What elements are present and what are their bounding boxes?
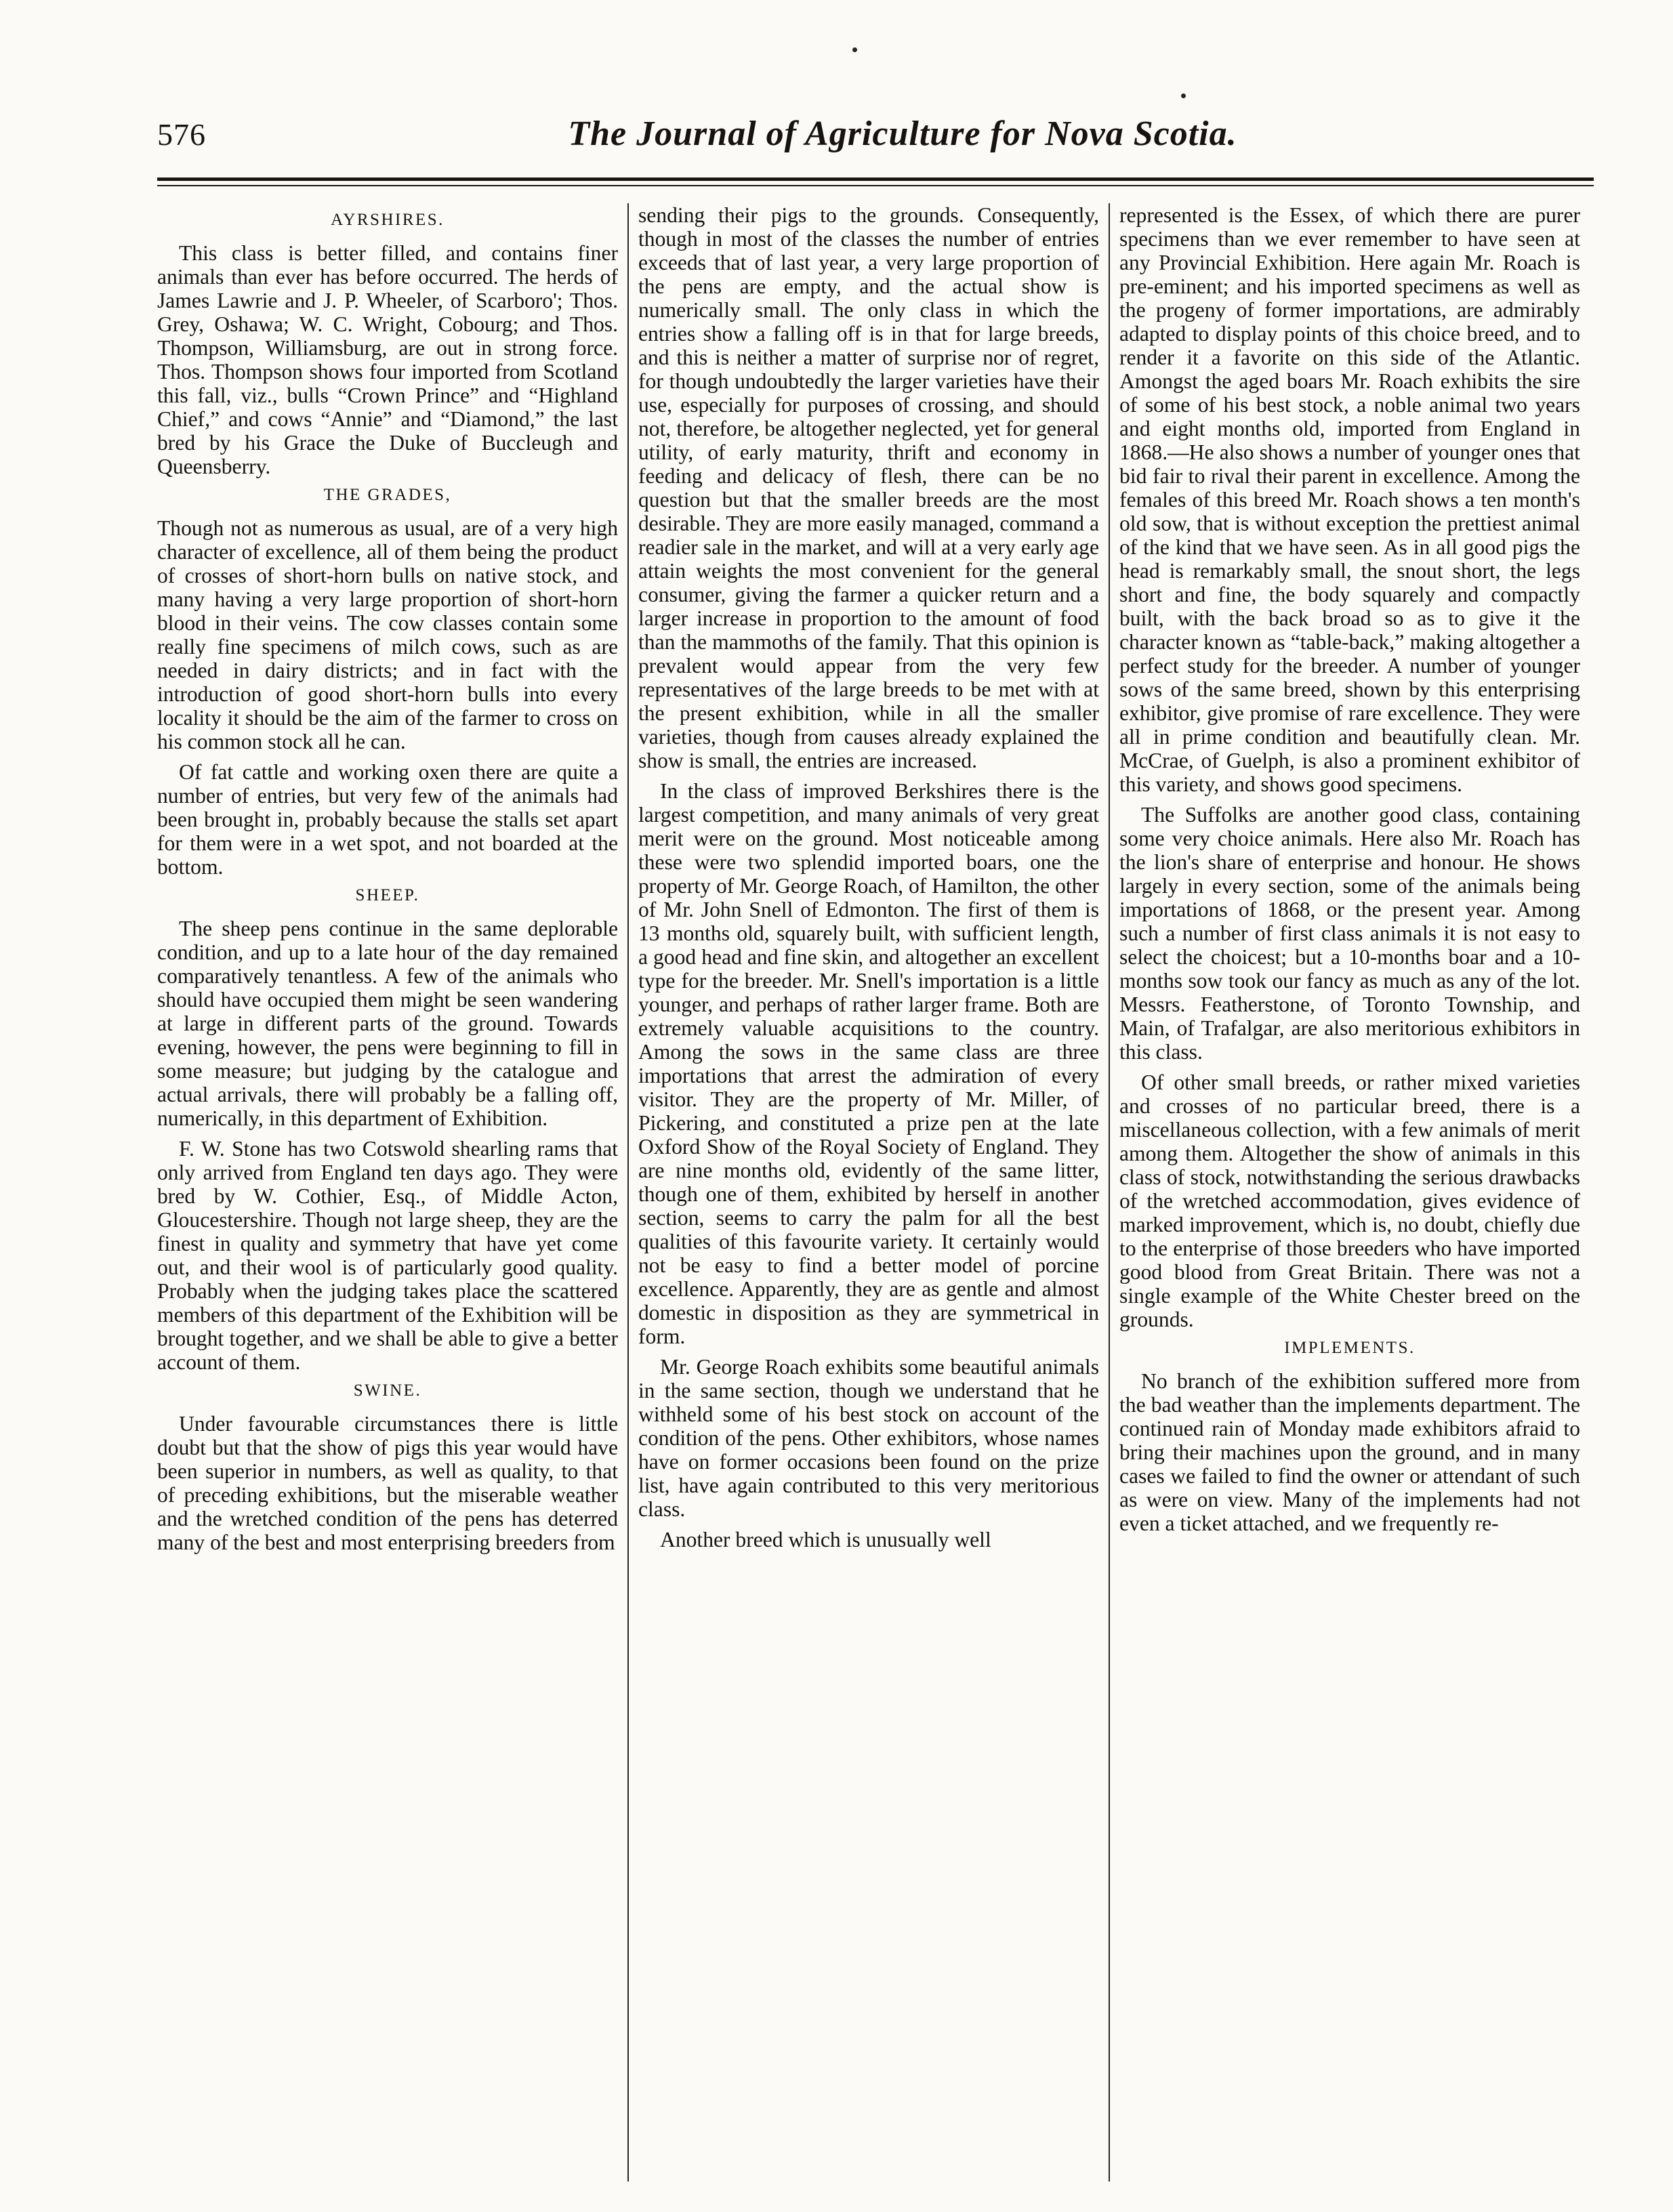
text-column-1 — [157, 203, 618, 2195]
section-heading: AYRSHIRES. — [331, 211, 445, 229]
text-column-2 — [638, 203, 1099, 2195]
paragraph: Of fat cattle and working oxen there are quite a number of entries, but very few of the animals had been brought in, probably because the stalls set apart for them were in a wet spot, and not boarded at the bottom. — [157, 760, 618, 879]
paragraph: represented is the Essex, of which there are purer specimens than we ever remember to have seen at any Provincial Exhibition. Here again Mr. Roach is pre-eminent; and his imported specimens as well as the progeny of former importations, are admirably adapted to display points of this choice breed, and to render it a favorite on this side of the Atlantic. Amongst the aged boars Mr. Roach exhibits the sire of some of his best stock, a noble animal two years and eight months old, imported from England in 1868.—He also shows a number of younger ones that bid fair to rival their parent in excellence. Among the females of this breed Mr. Roach shows a ten month's old sow, that is without exception the prettiest animal of the kind that we have seen. As in all good pigs the head is remarkably small, the snout short, the legs short and fine, the body squarely and compactly built, with the back broad so as to give it the character known as “table-back,” making altogether a perfect study for the breeder. A number of younger sows of the same breed, shown by this enterprising exhibitor, give promise of rare excellence. They were all in prime condition and beautifully clean. Mr. McCrae, of Guelph, is also a prominent exhibitor of this variety, and shows good specimens. — [1119, 203, 1580, 796]
paragraph: Though not as numerous as usual, are of a very high character of excellence, all of them being the product of crosses of short-horn bulls on native stock, and many having a very large proportion of short-horn blood in their veins. The cow classes contain some really fine specimens of milch cows, such as are needed in dairy districts; and in fact with the introduction of good short-horn bulls into every locality it should be the aim of the farmer to cross on his common stock all he can. — [157, 516, 618, 753]
section-heading: SHEEP. — [355, 886, 420, 904]
paragraph: Mr. George Roach exhibits some beautiful animals in the same section, though we understand that he withheld some of his best stock on account of the condition of the pens. Other exhibitors, whose names have on former occasions been found on the prize list, have again contributed to this very meritorious class. — [638, 1355, 1099, 1521]
ink-speck — [852, 47, 857, 52]
page-header — [157, 114, 1594, 168]
section-heading: THE GRADES, — [323, 486, 452, 504]
ink-speck — [1181, 93, 1186, 98]
text-column-3 — [1119, 203, 1580, 2195]
paragraph: In the class of improved Berkshires there is the largest competition, and many animals of very great merit were on the ground. Most noticeable among these were two splendid imported boars, one the property of Mr. George Roach, of Hamilton, the other of Mr. John Snell of Edmonton. The first of them is 13 months old, squarely built, with sufficient length, a good head and fine skin, and altogether an excellent type for the breeder. Mr. Snell's importation is a little younger, and perhaps of rather larger frame. Both are extremely valuable acquisitions to the country. Among the sows in the same class are three importations that arrest the admiration of every visitor. They are the property of Mr. Miller, of Pickering, and constituted a prize pen at the late Oxford Show of the Royal Society of England. They are nine months old, evidently of the same litter, though one of them, exhibited by herself in another section, seems to carry the palm for all the best qualities of this favourite variety. It certainly would not be easy to find a better model of porcine excellence. Apparently, they are as gentle and almost domestic in disposition as they are symmetrical in form. — [638, 779, 1099, 1348]
running-title: The Journal of Agriculture for Nova Scotia. — [568, 114, 1237, 153]
paragraph: F. W. Stone has two Cotswold shearling rams that only arrived from England ten days ago. They were bred by W. Cothier, Esq., of Middle Acton, Gloucestershire. Though not large sheep, they are the finest in quality and symmetry that have yet come out, and their wool is of particularly good quality. Probably when the judging takes place the scattered members of this department of the Exhibition will be brought together, and we shall be able to give a better account of them. — [157, 1137, 618, 1374]
paragraph: No branch of the exhibition suffered more from the bad weather than the implements department. The continued rain of Monday made exhibitors afraid to bring their machines upon the ground, and in many cases we failed to find the owner or attendant of such as were on view. Many of the implements had not even a ticket attached, and we frequently re- — [1119, 1369, 1580, 1535]
header-rule — [157, 178, 1594, 181]
paragraph: The sheep pens continue in the same deplorable condition, and up to a late hour of the day remained comparatively tenantless. A few of the animals who should have occupied them might be seen wandering at large in different parts of the ground. Towards evening, however, the pens were beginning to fill in some measure; but judging by the catalogue and actual arrivals, there will probably be a falling off, numerically, in this department of Exhibition. — [157, 917, 618, 1130]
paragraph: sending their pigs to the grounds. Consequently, though in most of the classes the number of entries exceeds that of last year, a very large proportion of the pens are empty, and the actual show is numerically small. The only class in which the entries show a falling off is in that for large breeds, and this is neither a matter of surprise nor of regret, for though undoubtedly the larger varieties have their use, especially for purposes of crossing, and should not, therefore, be altogether neglected, yet for general utility, of early maturity, thrift and economy in feeding and delicacy of flesh, there can be no question but that the smaller breeds are the most desirable. They are more easily managed, command a readier sale in the market, and will at a very early age attain weights the most convenient for the general consumer, giving the farmer a quicker return and a larger increase in proportion to the amount of food than the mammoths of the family. That this opinion is prevalent would appear from the very few representatives of the large breeds to be met with at the present exhibition, while in all the smaller varieties, though from causes already explained the show is small, the entries are increased. — [638, 203, 1099, 772]
section-heading: IMPLEMENTS. — [1284, 1339, 1416, 1357]
column-divider — [1109, 203, 1110, 2182]
paragraph: The Suffolks are another good class, containing some very choice animals. Here also Mr. Roach has the lion's share of enterprise and honour. He shows largely in every section, some of the animals being importations of 1868, or the present year. Among such a number of first class animals it is not easy to select the choicest; but a 10-months boar and a 10-months sow took our fancy as much as any of the lot. Messrs. Featherstone, of Toronto Township, and Main, of Trafalgar, are also meritorious exhibitors in this class. — [1119, 803, 1580, 1064]
paragraph: Under favourable circumstances there is little doubt but that the show of pigs this year would have been superior in numbers, as well as quality, to that of preceding exhibitions, but the miserable weather and the wretched condition of the pens has deterred many of the best and most enterprising breeders from — [157, 1412, 618, 1554]
column-divider — [627, 203, 629, 2182]
paragraph: This class is better filled, and contains finer animals than ever has before occurred. The herds of James Lawrie and J. P. Wheeler, of Scarboro'; Thos. Grey, Oshawa; W. C. Wright, Cobourg; and Thos. Thompson, Williamsburg, are out in strong force. Thos. Thompson shows four imported from Scotland this fall, viz., bulls “Crown Prince” and “Highland Chief,” and cows “Annie” and “Diamond,” the last bred by his Grace the Duke of Buccleugh and Queensberry. — [157, 241, 618, 478]
page-number: 576 — [157, 117, 206, 152]
paragraph: Another breed which is unusually well — [660, 1528, 991, 1551]
paragraph: Of other small breeds, or rather mixed varieties and crosses of no particular breed, there is a miscellaneous collection, with a few animals of merit among them. Altogether the show of animals in this class of stock, notwithstanding the serious drawbacks of the wretched accommodation, gives evidence of marked improvement, which is, no doubt, chiefly due to the enterprise of those breeders who have imported good blood from Great Britain. There was not a single example of the White Chester breed on the grounds. — [1119, 1070, 1580, 1331]
header-rule-thin — [157, 185, 1594, 186]
section-heading: SWINE. — [353, 1381, 422, 1400]
